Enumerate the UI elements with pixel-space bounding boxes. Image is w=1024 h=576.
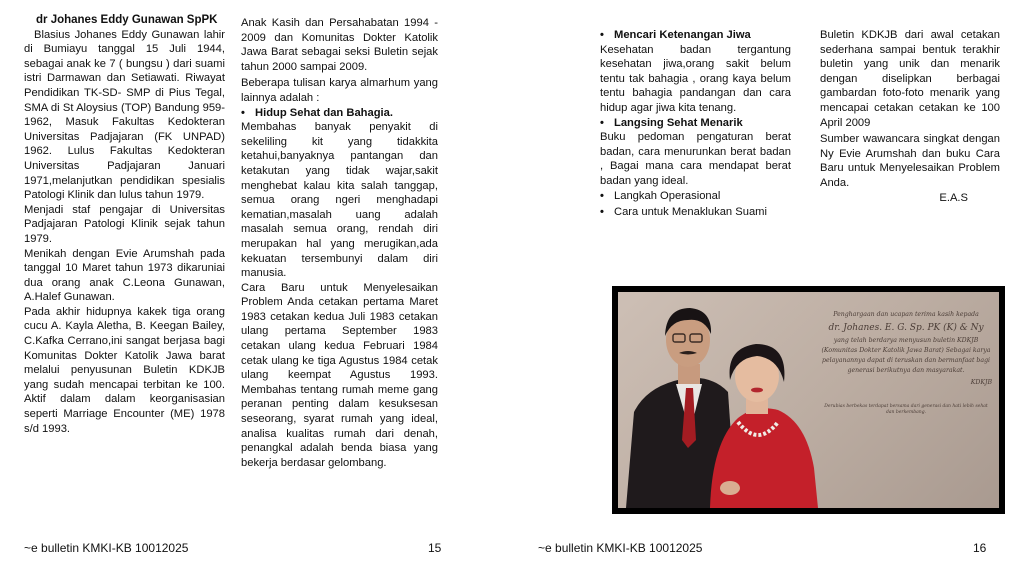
page-number: 15 xyxy=(428,541,442,555)
paragraph: Blasius Johanes Eddy Gunawan lahir di Bumiayu tanggal 15 Juli 1944, sebagai anak ke 7 ( bungsu ) dari suami istri Darmawan dan Setiawati. Riwayat Pendidikan TK-SD- SMP di Pius Tegal, SMA di St Aloysius (TOP) Bandung 959-1962, Masuk Fakultas Kedokteran Universitas Padjajaran (FK UNPAD) 1962. Lulus Fakultas Kedokteran Universitas Padjajaran Januari 1971,melanjutkan pendidikan spesialis Patologi Klinik dan lulus tahun 1979. xyxy=(24,28,225,202)
memorial-photo xyxy=(612,286,1005,514)
plaque-footnote: Derubias berbekas terdapat bersama dari generasi dan hati lebih sehat dan berkembang. xyxy=(824,404,988,415)
paragraph: Pada akhir hidupnya kakek tiga orang cucu A. Kayla Aletha, B. Keegan Bailey, C.Kafka Cerrano,ini sangat berjasa bagi Komunitas Dokter Katolik Jawa barat melalui penyusunan Buletin KDKJB yang sudah mencapai terbitan ke 100. Aktif dalam dalam keorganisasian seperti Marriage Encounter (ME) 1978 s/d 1993. xyxy=(24,305,225,435)
column-biography xyxy=(24,13,225,436)
paragraph: Menikah dengan Evie Arumshah pada tanggal 10 Maret tahun 1973 dikaruniai dua orang anak C.Leona Gunawan, A.Halef Gunawan. xyxy=(24,247,225,304)
paragraph: Menjadi staf pengajar di Universitas Padjajaran Patologi Klinik sejak tahun 1979. xyxy=(24,203,225,245)
plaque-body: yang telah berdarya menyusun buletin KDKJB (Komunitas Dokter Katolik Jawa Barat) Sebagai karya pelayanannya dapat di teruskan dan bermanfaat bagi generasi berikutnya dan masyarakat. xyxy=(821,337,991,374)
bullet-heading: • Hidup Sehat dan Bahagia. xyxy=(241,106,438,121)
plaque-name: dr. Johanes. E. G. Sp. PK (K) & Ny xyxy=(828,323,984,333)
photo-content xyxy=(618,292,999,508)
paragraph: Beberapa tulisan karya almarhum yang lainnya adalah : xyxy=(241,77,438,104)
bullet-item: • Langkah Operasional xyxy=(600,189,791,204)
column-books xyxy=(600,28,791,220)
bullet-item: • Cara untuk Menaklukan Suami xyxy=(600,205,791,220)
paragraph: Membahas banyak penyakit di sekeliling kit yang tidakkita ketahui,banyaknya pantangan dan ketakutan yang tidak wajar,sakit menghebat kalau kita salah tanggap, semua orang ngeri menghadapi kematian,masalah uang adalah masalah semua orang, rendah diri merupakan hal yang merugikan,ada kekuatan tersembunyi dalam diri manusia. xyxy=(241,121,438,280)
plaque-inscription xyxy=(820,310,992,416)
column-works xyxy=(241,16,438,470)
paragraph: Anak Kasih dan Persahabatan 1994 - 2009 dan Komunitas Dokter Katolik Jawa Barat sebagai seksi Buletin sejak tahun 2000 sampai 2009. xyxy=(241,17,438,73)
footer-left-page: ~e bulletin KMKI-KB 10012025 xyxy=(24,541,189,555)
footer-right-page: ~e bulletin KMKI-KB 10012025 xyxy=(538,541,703,555)
bullet-heading: • Mencari Ketenangan Jiwa xyxy=(600,28,791,43)
paragraph: Kesehatan badan tergantung kesehatan jiwa,orang sakit belum tentu tak bahagia , orang kaya belum tentu bahagia pandangan dan cara hidup agar jiwa kita tenang. xyxy=(600,43,791,114)
article-title: dr Johanes Eddy Gunawan SpPK xyxy=(36,14,218,26)
plaque-line: Penghargaan dan ucapan terima kasih kepada xyxy=(833,311,979,318)
plaque-signature: KDKJB xyxy=(970,379,992,386)
paragraph: Buletin KDKJB dari awal cetakan sederhana sampai bentuk terakhir buletin yang unik dan menarik dengan diselipkan berbagai gambardan foto-foto menarik yang mencapai cetakan cetakan ke 100 April 2009 xyxy=(820,29,1000,129)
page-number: 16 xyxy=(973,541,987,555)
paragraph: Cara Baru untuk Menyelesaikan Problem Anda cetakan pertama Maret 1983 cetakan kedua Juli 1983 cetakan ulang pertama September 1983 cetakan ulang kedua Februari 1984 cetak ulang ke tiga Agustus 1984 cetak ulang keempat Agustus 1993. Membahas tentang rumah meme gang peranan penting dalam kesuksesan seseorang, syarat rumah yang ideal, analisa kualitas rumah dari denah, penangkal adalah benda biasa yang bekerja berdasar gelombang. xyxy=(241,281,438,469)
paragraph: Buku pedoman pengaturan berat badan, cara menurunkan berat badan , Bagai mana cara mendapat berat badan yang ideal. xyxy=(600,131,791,187)
column-bulletin xyxy=(820,28,1000,205)
author-signature: E.A.S xyxy=(939,191,968,204)
paragraph: Sumber wawancara singkat dengan Ny Evie Arumshah dan buku Cara Baru untuk Menyelesaikan Problem Anda. xyxy=(820,133,1000,189)
bullet-heading: • Langsing Sehat Menarik xyxy=(600,116,791,131)
